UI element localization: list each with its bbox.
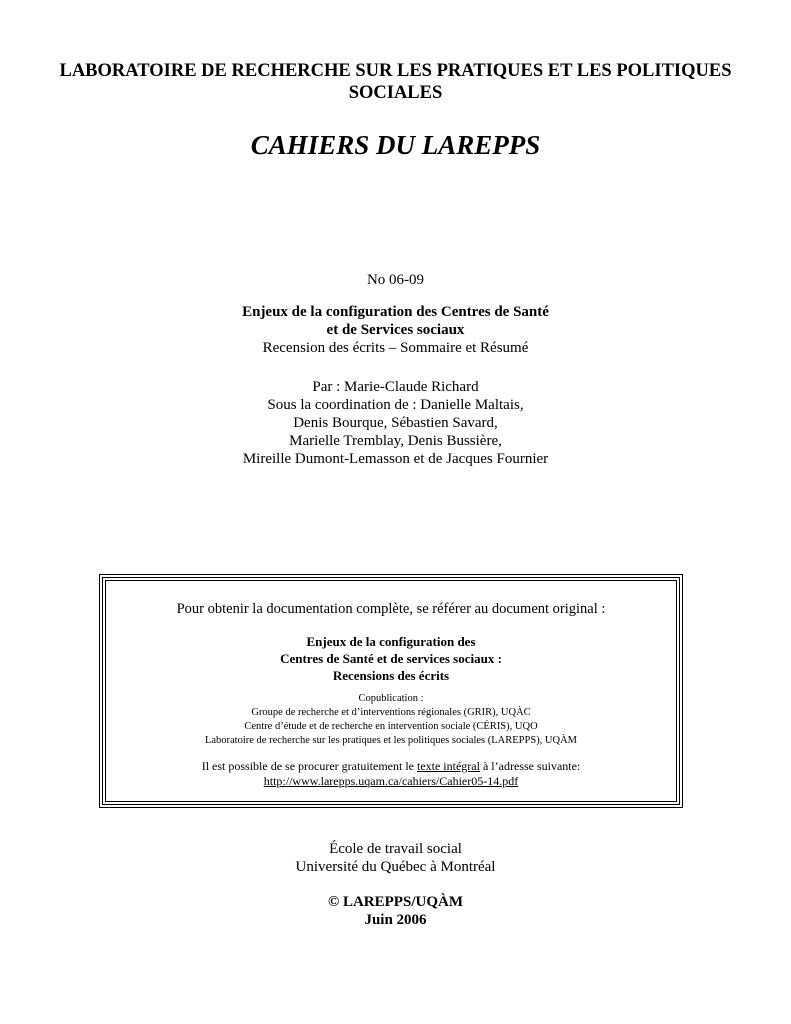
author-line: Par : Marie-Claude Richard — [312, 379, 479, 395]
original-title-line1: Enjeux de la configuration des — [306, 634, 476, 649]
full-text-link[interactable]: texte intégral — [416, 759, 480, 773]
box-intro: Pour obtenir la documentation complète, se référer au document original : — [176, 601, 606, 617]
copyright-block — [0, 893, 791, 929]
publication-date: Juin 2006 — [364, 912, 427, 928]
publication-subtitle: Recension des écrits – Sommaire et Résumé — [262, 340, 529, 356]
copyright-notice: © LAREPPS/UQÀM — [328, 894, 463, 910]
publication-title-block — [0, 303, 791, 357]
access-info — [106, 759, 676, 789]
copublisher-grir: Groupe de recherche et d’interventions régionales (GRIR), UQÀC — [251, 707, 531, 718]
original-title-line2: Centres de Santé et de services sociaux : — [280, 651, 502, 666]
original-title-line3: Recensions des écrits — [332, 668, 450, 683]
coordination-line: Mireille Dumont-Lemasson et de Jacques Fournier — [242, 451, 549, 467]
series-title: CAHIERS DU LAREPPS — [250, 130, 541, 160]
authors-block — [0, 378, 791, 468]
university-name: Université du Québec à Montréal — [295, 859, 496, 875]
copublisher-ceris: Centre d’étude et de recherche en intervention sociale (CÉRIS), UQO — [244, 721, 538, 732]
coordination-line: Marielle Tremblay, Denis Bussière, — [289, 433, 502, 449]
original-document-title — [106, 633, 676, 684]
copublication-block — [106, 692, 676, 748]
document-url-link[interactable]: http://www.larepps.uqam.ca/cahiers/Cahier05-14.pdf — [263, 774, 519, 788]
access-text-before: Il est possible de se procurer gratuitement le — [201, 759, 417, 773]
lab-title — [0, 60, 791, 104]
access-text-after: à l’adresse suivante: — [479, 759, 581, 773]
lab-title-line1: LABORATOIRE DE RECHERCHE SUR LES PRATIQUES ET LES POLITIQUES — [59, 61, 732, 81]
coordination-line: Sous la coordination de : Danielle Maltais, — [267, 397, 524, 413]
copublication-label: Copublication : — [358, 693, 424, 704]
school-name: École de travail social — [329, 841, 462, 857]
access-sentence — [106, 759, 676, 774]
publication-number: No 06-09 — [366, 272, 425, 288]
school-block — [0, 840, 791, 876]
publication-title-line2: et de Services sociaux — [326, 322, 465, 338]
original-document-box — [102, 577, 680, 805]
copublisher-larepps: Laboratoire de recherche sur les pratiques et les politiques sociales (LAREPPS), UQÀM — [204, 735, 578, 746]
coordination-line: Denis Bourque, Sébastien Savard, — [293, 415, 498, 431]
lab-title-line2: SOCIALES — [348, 83, 443, 103]
publication-title-line1: Enjeux de la configuration des Centres de Santé — [242, 304, 549, 320]
